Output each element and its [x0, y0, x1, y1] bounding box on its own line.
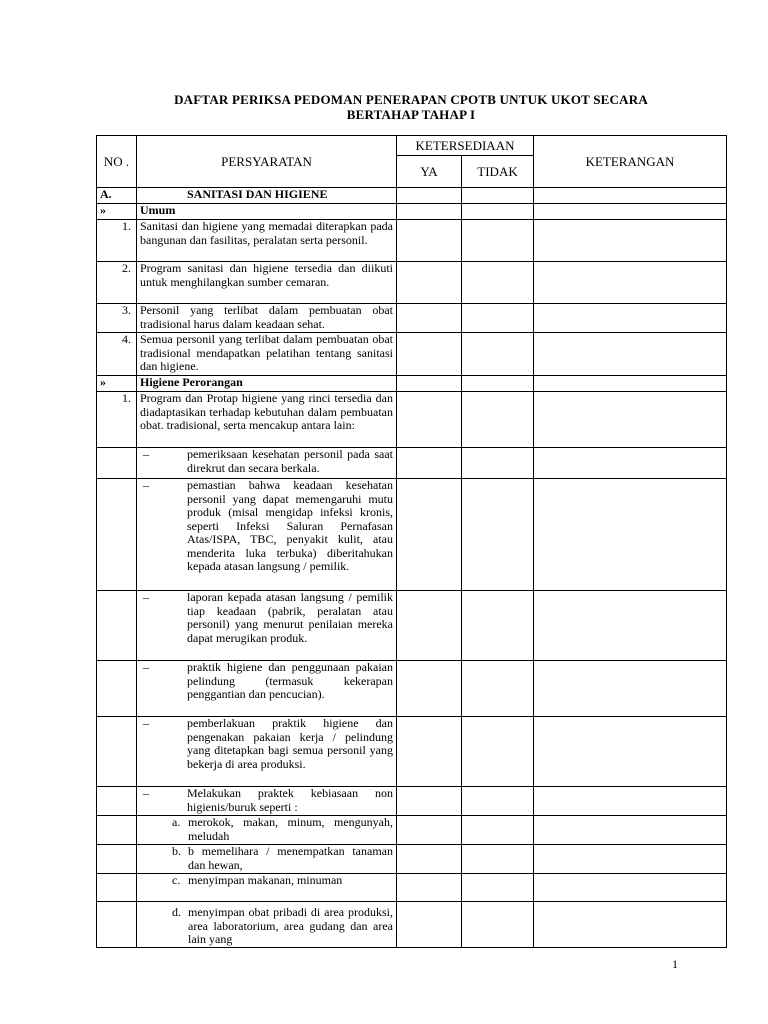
ya-cell[interactable] [397, 188, 462, 204]
bullet-text: pemberlakuan praktik higiene dan pengenakan pakaian kerja / pelindung yang ditetapkan bagi semua personil yang bekerja di area produksi. [187, 716, 393, 771]
sub-item [137, 816, 397, 845]
col-header-no: NO . [97, 136, 137, 188]
section-row-a [97, 188, 727, 204]
sub-item [137, 874, 397, 902]
bullet-item [137, 591, 397, 661]
keterangan-cell[interactable] [534, 717, 727, 787]
page-number: 1 [672, 957, 678, 971]
sub-letter: c. [172, 873, 181, 887]
col-header-keterangan: KETERANGAN [534, 136, 727, 188]
title-line-2: BERTAHAP TAHAP I [346, 107, 476, 122]
tidak-cell[interactable] [462, 448, 534, 479]
keterangan-cell[interactable] [534, 448, 727, 479]
requirement-text: Program sanitasi dan higiene tersedia dan diikuti untuk menghilangkan sumber cemaran. [137, 262, 397, 304]
ya-cell[interactable] [397, 479, 462, 591]
subsection-title: Higiene Perorangan [137, 376, 397, 392]
keterangan-cell[interactable] [534, 845, 727, 874]
keterangan-cell[interactable] [534, 333, 727, 376]
tidak-cell[interactable] [462, 816, 534, 845]
keterangan-cell[interactable] [534, 661, 727, 717]
bullet-item [137, 448, 397, 479]
dash-marker: – [143, 478, 149, 492]
section-label: A. [97, 188, 137, 204]
sub-text: menyimpan obat pribadi di area produksi, area laboratorium, area gudang dan area lain yang [188, 905, 393, 946]
tidak-cell[interactable] [462, 874, 534, 902]
bullet-text: pemastian bahwa keadaan kesehatan personil yang dapat memengaruhi mutu produk (misal mengidap infeksi kronis, seperti Infeksi Saluran Pernafasan Atas/ISPA, TBC, penyakit kulit, atau menderita luka terbuka) diberitahukan kepada atasan langsung / pemilik. [187, 478, 393, 573]
tidak-cell[interactable] [462, 204, 534, 220]
keterangan-cell[interactable] [534, 816, 727, 845]
table-row [97, 787, 727, 816]
sub-text: merokok, makan, minum, mengunyah, meludah [188, 815, 393, 843]
table-row [97, 333, 727, 376]
keterangan-cell[interactable] [534, 204, 727, 220]
subsection-row-umum [97, 204, 727, 220]
tidak-cell[interactable] [462, 902, 534, 948]
bullet-item [137, 661, 397, 717]
tidak-cell[interactable] [462, 787, 534, 816]
keterangan-cell[interactable] [534, 591, 727, 661]
bullet-text: Melakukan praktek kebiasaan non higienis/buruk seperti : [187, 786, 393, 814]
tidak-cell[interactable] [462, 304, 534, 333]
ya-cell[interactable] [397, 333, 462, 376]
subsection-title: Umum [137, 204, 397, 220]
tidak-cell[interactable] [462, 591, 534, 661]
tidak-cell[interactable] [462, 333, 534, 376]
table-row [97, 661, 727, 717]
sub-letter: a. [172, 815, 181, 829]
subsection-marker: » [97, 204, 137, 220]
table-row [97, 262, 727, 304]
bullet-text: praktik higiene dan penggunaan pakaian pelindung (termasuk kekerapan penggantian dan pencucian). [187, 660, 393, 701]
tidak-cell[interactable] [462, 262, 534, 304]
ya-cell[interactable] [397, 448, 462, 479]
dash-marker: – [143, 590, 149, 604]
bullet-text: pemeriksaan kesehatan personil pada saat direkrut dan secara berkala. [187, 447, 393, 475]
ya-cell[interactable] [397, 392, 462, 448]
table-row [97, 874, 727, 902]
header-row-1 [97, 136, 727, 156]
keterangan-cell[interactable] [534, 304, 727, 333]
ya-cell[interactable] [397, 902, 462, 948]
table-row [97, 902, 727, 948]
requirement-text: Personil yang terlibat dalam pembuatan obat tradisional harus dalam keadaan sehat. [137, 304, 397, 333]
keterangan-cell[interactable] [534, 262, 727, 304]
section-title: SANITASI DAN HIGIENE [137, 188, 397, 204]
sub-item [137, 845, 397, 874]
sub-item [137, 902, 397, 948]
tidak-cell[interactable] [462, 220, 534, 262]
dash-marker: – [143, 660, 149, 674]
table-row [97, 845, 727, 874]
row-number: 1. [97, 220, 137, 262]
keterangan-cell[interactable] [534, 479, 727, 591]
document-title [96, 92, 726, 122]
ya-cell[interactable] [397, 262, 462, 304]
requirement-text: Semua personil yang terlibat dalam pembuatan obat tradisional mendapatkan pelatihan tentang sanitasi dan higiene. [137, 333, 397, 376]
row-number: 2. [97, 262, 137, 304]
table-row [97, 392, 727, 448]
requirement-text: Sanitasi dan higiene yang memadai diterapkan pada bangunan dan fasilitas, peralatan serta personil. [137, 220, 397, 262]
dash-marker: – [143, 447, 149, 461]
row-number: 3. [97, 304, 137, 333]
tidak-cell[interactable] [462, 717, 534, 787]
tidak-cell[interactable] [462, 661, 534, 717]
ya-cell[interactable] [397, 717, 462, 787]
subsection-marker: » [97, 376, 137, 392]
sub-text: b memelihara / menempatkan tanaman dan hewan, [188, 844, 393, 872]
keterangan-cell[interactable] [534, 787, 727, 816]
sub-text: menyimpan makanan, minuman [188, 873, 343, 887]
ya-cell[interactable] [397, 661, 462, 717]
title-line-1: DAFTAR PERIKSA PEDOMAN PENERAPAN CPOTB UNTUK UKOT SECARA [174, 92, 648, 107]
table-row [97, 591, 727, 661]
tidak-cell[interactable] [462, 845, 534, 874]
subsection-row-higiene [97, 376, 727, 392]
ya-cell[interactable] [397, 874, 462, 902]
row-number: 4. [97, 333, 137, 376]
ya-cell[interactable] [397, 845, 462, 874]
tidak-cell[interactable] [462, 188, 534, 204]
tidak-cell[interactable] [462, 392, 534, 448]
col-header-persyaratan: PERSYARATAN [137, 136, 397, 188]
tidak-cell[interactable] [462, 376, 534, 392]
dash-marker: – [143, 716, 149, 730]
ya-cell[interactable] [397, 787, 462, 816]
keterangan-cell[interactable] [534, 188, 727, 204]
table-row [97, 717, 727, 787]
sub-letter: d. [172, 905, 181, 919]
keterangan-cell[interactable] [534, 874, 727, 902]
table-row [97, 220, 727, 262]
keterangan-cell[interactable] [534, 220, 727, 262]
ya-cell[interactable] [397, 376, 462, 392]
tidak-cell[interactable] [462, 479, 534, 591]
ya-cell[interactable] [397, 220, 462, 262]
ya-cell[interactable] [397, 304, 462, 333]
table-row [97, 304, 727, 333]
col-header-ketersediaan: KETERSEDIAAN [397, 136, 534, 156]
ya-cell[interactable] [397, 591, 462, 661]
bullet-item [137, 787, 397, 816]
requirement-text: Program dan Protap higiene yang rinci tersedia dan diadaptasikan terhadap kebutuhan dalam pembuatan obat. tradisional, serta mencakup antara lain: [137, 392, 397, 448]
table-row [97, 448, 727, 479]
bullet-item [137, 479, 397, 591]
ya-cell[interactable] [397, 816, 462, 845]
checklist-table [96, 135, 727, 948]
keterangan-cell[interactable] [534, 392, 727, 448]
keterangan-cell[interactable] [534, 376, 727, 392]
dash-marker: – [143, 786, 149, 800]
col-header-ya: YA [397, 156, 462, 188]
col-header-tidak: TIDAK [462, 156, 534, 188]
table-row [97, 816, 727, 845]
ya-cell[interactable] [397, 204, 462, 220]
keterangan-cell[interactable] [534, 902, 727, 948]
table-row [97, 479, 727, 591]
sub-letter: b. [172, 844, 181, 858]
row-number: 1. [97, 392, 137, 448]
bullet-text: laporan kepada atasan langsung / pemilik tiap keadaan (pabrik, peralatan atau personil) yang menurut penilaian mereka dapat merugikan produk. [187, 590, 393, 645]
bullet-item [137, 717, 397, 787]
